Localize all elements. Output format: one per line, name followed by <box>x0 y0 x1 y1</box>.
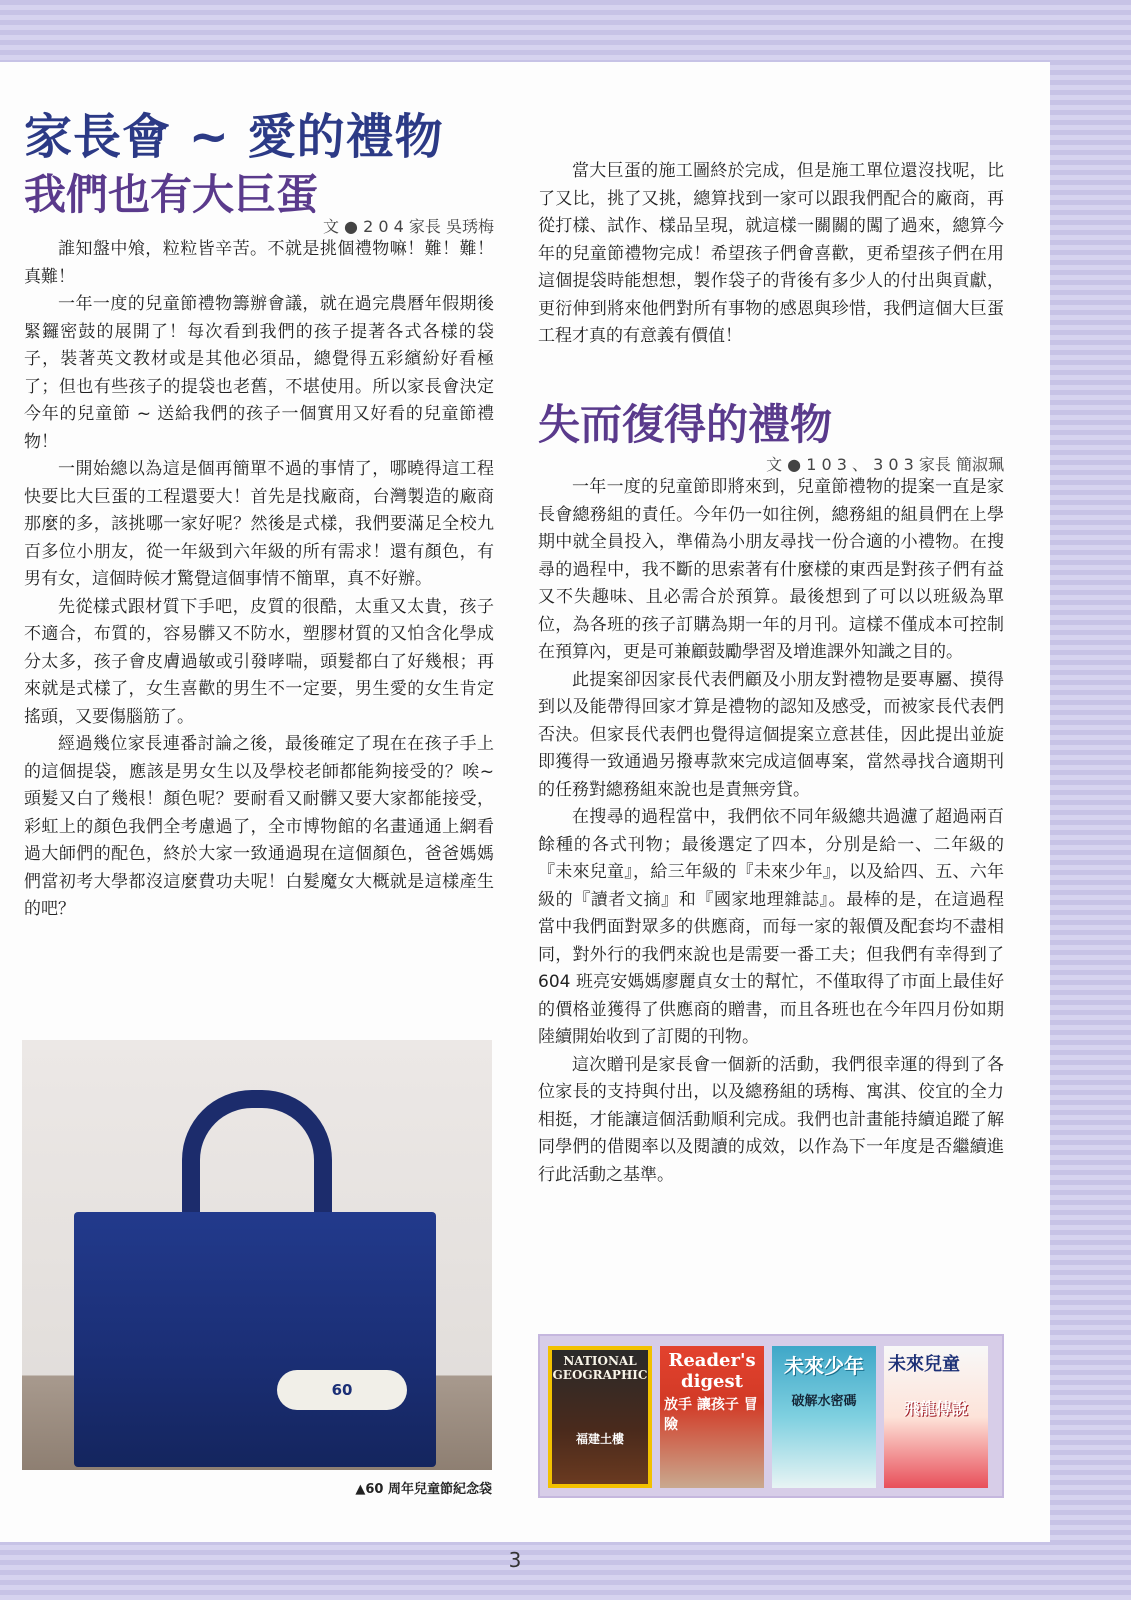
bag-body <box>74 1212 436 1467</box>
magazine-subtitle: 放手 讓孩子 冒險 <box>664 1397 758 1433</box>
article1-paragraph: 先從樣式跟材質下手吧，皮質的很酷，太重又太貴，孩子不適合，布質的，容易髒又不防水，塑膠材質的又怕含化學成分太多，孩子會皮膚過敏或引發哮喘，頭髮都白了好幾根；再來就是式樣了，女生喜歡的男生不一定要，男生愛的女生肯定搖頭，又要傷腦筋了。 <box>24 596 494 727</box>
magazine-subtitle: 飛龍傳說 <box>903 1399 968 1418</box>
article1-paragraph: 誰知盤中飧，粒粒皆辛苦。不就是挑個禮物嘛！難！難！真難！ <box>24 239 494 287</box>
article1-continuation <box>538 158 1004 351</box>
magazine-cover-readers-digest <box>660 1346 764 1488</box>
article1-byline: 文 ● 2 0 4 家長 吳琇梅 <box>322 217 494 236</box>
article1-paragraph: 一開始總以為這是個再簡單不過的事情了，哪曉得這工程快要比大巨蛋的工程還要大！首先是找廠商，台灣製造的廠商那麼的多，該挑哪一家好呢？然後是式樣，我們要滿足全校九百多位小朋友，從一年級到六年級的所有需求！還有顏色，有男有女，這個時候才驚覺這個事情不簡單，真不好辦。 <box>24 459 494 589</box>
article2-title: 失而復得的禮物 <box>538 400 833 449</box>
magazine-title: NATIONAL GEOGRAPHIC <box>552 1354 648 1382</box>
article1-title: 我們也有大巨蛋 <box>24 170 319 219</box>
article1-paragraph: 一年一度的兒童節禮物籌辦會議，就在過完農曆年假期後緊鑼密鼓的展開了！每次看到我們的孩子提著各式各樣的袋子，裝著英文教材或是其他必須品，總覺得五彩繽紛好看極了；但也有些孩子的提袋也老舊，不堪使用。所以家長會決定今年的兒童節 ~ 送給我們的孩子一個實用又好看的兒童節禮物！ <box>24 294 494 452</box>
article2-paragraph: 在搜尋的過程當中，我們依不同年級總共過濾了超過兩百餘種的各式刊物；最後選定了四本，分別是給一、二年級的『未來兒童』，給三年級的『未來少年』，以及給四、五、六年級的『讀者文摘』和『國家地理雜誌』。最棒的是，在這過程當中我們面對眾多的供應商，而每一家的報價及配套均不盡相同，對外行的我們來說也是需要一番工夫；但我們有幸得到了 604 班亮安媽媽廖麗貞女士的幫忙，不僅取得了市面上最佳好的價格並獲得了供應商的贈書，而且各班也在今年四月份如期陸續開始收到了訂閱的刊物。 <box>538 807 1004 1047</box>
magazine-subtitle: 福建土樓 <box>575 1432 624 1446</box>
magazine-title: 未來少年 <box>784 1354 864 1378</box>
article2-byline: 文 ● 1 0 3 、 3 0 3 家長 簡淑珮 <box>766 455 1004 474</box>
magazine-cover-national-geographic <box>548 1346 652 1488</box>
main-title: 家長會 ~ 愛的禮物 <box>24 109 444 165</box>
bag-logo: 60 <box>277 1370 407 1410</box>
newsletter-page <box>0 62 1050 1542</box>
article2-paragraph: 這次贈刊是家長會一個新的活動，我們很幸運的得到了各位家長的支持與付出，以及總務組的琇梅、寓淇、佼宜的全力相挺，才能讓這個活動順利完成。我們也計畫能持續追蹤了解同學們的借閱率以及閱讀的成效，以作為下一年度是否繼續進行此活動之基準。 <box>538 1054 1004 1185</box>
article1-continuation-paragraph: 當大巨蛋的施工圖終於完成，但是施工單位還沒找呢，比了又比，挑了又挑，總算找到一家可以跟我們配合的廠商，再從打樣、試作、樣品呈現，就這樣一關關的闖了過來，總算今年的兒童節禮物完成！希望孩子們會喜歡，更希望孩子們在用這個提袋時能想想，製作袋子的背後有多少人的付出與貢獻，更衍伸到將來他們對所有事物的感恩與珍惜，我們這個大巨蛋工程才真的有意義有價值！ <box>538 161 1004 346</box>
article2-paragraph: 一年一度的兒童節即將來到，兒童節禮物的提案一直是家長會總務組的責任。今年仍一如往例，總務組的組員們在上學期中就全員投入，準備為小朋友尋找一份合適的小禮物。在搜尋的過程中，我不斷的思索著有什麼樣的東西是對孩子們有益又不失趣味、且必需合於預算。最後想到了可以以班級為單位，為各班的孩子訂購為期一年的月刊。這樣不僅成本可控制在預算內，更是可兼顧鼓勵學習及增進課外知識之目的。 <box>538 477 1004 662</box>
article1-body <box>24 236 494 924</box>
article1-paragraph: 經過幾位家長連番討論之後，最後確定了現在在孩子手上的這個提袋，應該是男女生以及學校老師都能夠接受的？唉~ 頭髮又白了幾根！顏色呢？要耐看又耐髒又要大家都能接受，彩虹上的顏色我們全考慮過了，全市博物館的名畫通通上網看過大師們的配色，終於大家一致通過現在這個顏色，爸爸媽媽們當初考大學都沒這麼費功夫呢！白髮魔女大概就是這樣產生的吧？ <box>24 734 494 919</box>
magazine-covers <box>538 1334 1004 1498</box>
page-number: 3 <box>508 1548 522 1572</box>
article2-paragraph: 此提案卻因家長代表們顧及小朋友對禮物是要專屬、摸得到以及能帶得回家才算是禮物的認知及感受，而被家長代表們否決。但家長代表們也覺得這個提案立意甚佳，因此提出並旋即獲得一致通過另撥專款來完成這個專案，當然尋找合適期刊的任務對總務組來說也是責無旁貸。 <box>538 669 1004 800</box>
photo-caption: ▲60 周年兒童節紀念袋 <box>355 1482 492 1497</box>
magazine-cover-future-kids <box>884 1346 988 1488</box>
magazine-title: Reader's digest <box>668 1350 756 1392</box>
magazine-subtitle: 破解水密碼 <box>791 1394 857 1409</box>
magazine-title: 未來兒童 <box>888 1354 960 1375</box>
article2-body <box>538 474 1004 1189</box>
tote-bag-photo <box>22 1040 492 1470</box>
magazine-cover-future-teens <box>772 1346 876 1488</box>
